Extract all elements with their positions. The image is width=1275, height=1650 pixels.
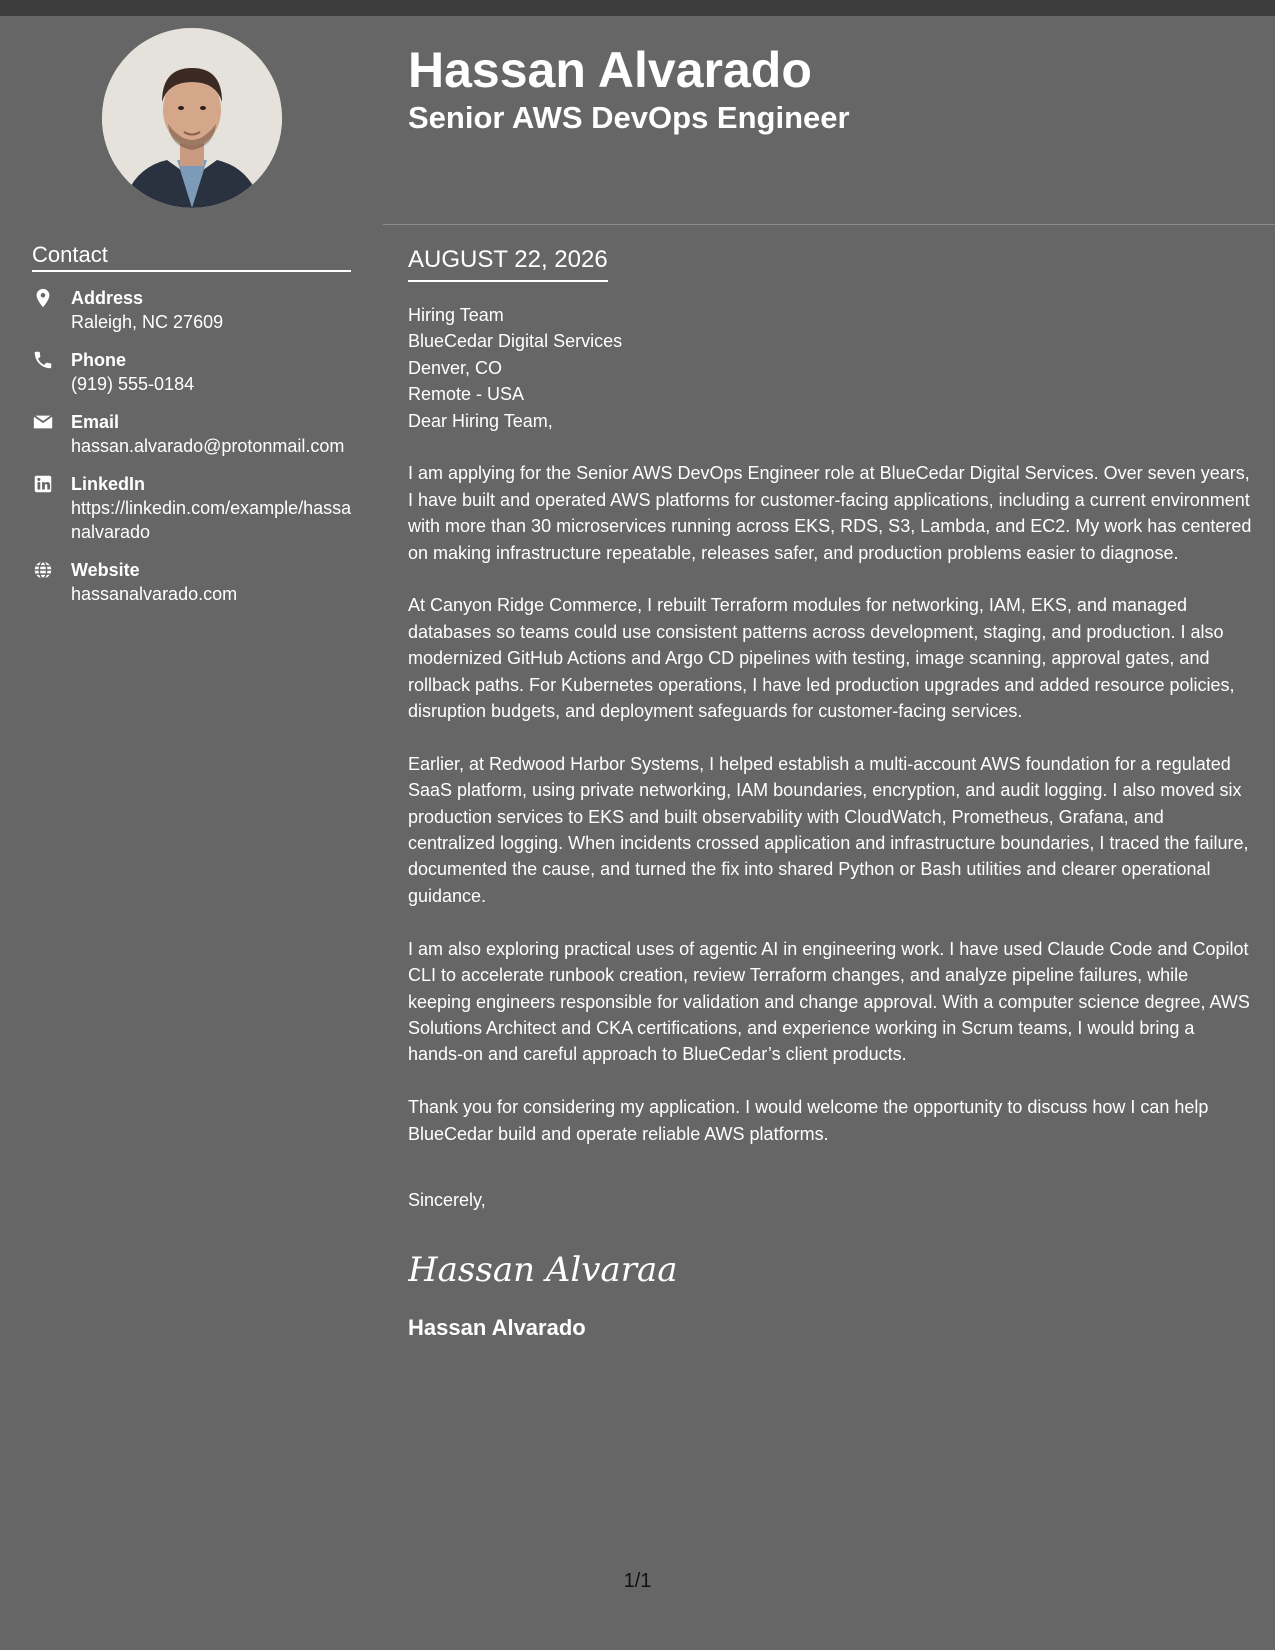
contact-label: Address xyxy=(71,288,144,308)
linkedin-value[interactable]: https://linkedin.com/example/hassanalvarado xyxy=(71,498,352,542)
contact-label: Email xyxy=(71,412,120,432)
contact-linkedin xyxy=(32,472,352,544)
location-pin-icon xyxy=(32,287,54,309)
signed-name: Hassan Alvarado xyxy=(408,1315,586,1341)
contact-address xyxy=(32,286,352,334)
body-paragraph: Earlier, at Redwood Harbor Systems, I helped establish a multi-account AWS foundation for a regulated SaaS platform, using private networking, IAM boundaries, encryption, and audit logging. I also moved six production services to EKS and built observability with CloudWatch, Prometheus, Grafana, and centralized logging. When incidents crossed application and infrastructure boundaries, I traced the failure, documented the cause, and turned the fix into shared Python or Bash utilities and clearer operational guidance. xyxy=(408,753,1249,906)
address-value: Raleigh, NC 27609 xyxy=(71,312,224,332)
letter-header xyxy=(408,40,1248,136)
body-paragraph: Thank you for considering my application. I would welcome the opportunity to discuss how I can help BlueCedar build and operate reliable AWS platforms. xyxy=(408,1097,1209,1144)
contact-label: LinkedIn xyxy=(71,474,146,494)
recipient-line: Hiring Team xyxy=(408,305,504,325)
contact-label: Website xyxy=(71,560,140,580)
recipient-line: Denver, CO xyxy=(408,357,503,378)
top-bar xyxy=(0,0,1275,16)
body-paragraph: At Canyon Ridge Commerce, I rebuilt Terraform modules for networking, IAM, EKS, and managed databases so teams could use consistent patterns across development, staging, and production. I also modernized GitHub Actions and Argo CD pipelines with testing, image scanning, approval gates, and rollback paths. For Kubernetes operations, I have led production upgrades and added resource policies, disruption budgets, and deployment safeguards for customer-facing services. xyxy=(408,595,1235,722)
body-paragraph: I am applying for the Senior AWS DevOps Engineer role at BlueCedar Digital Services. Over seven years, I have built and operated AWS platforms for customer-facing applications, including a current environment with more than 30 microservices running across EKS, RDS, S3, Lambda, and EC2. My work has centered on making infrastructure repeatable, releases safer, and production problems easier to diagnose. xyxy=(408,463,1252,563)
globe-icon xyxy=(32,559,54,581)
svg-text:Hassan Alvaraa: Hassan Alvaraa xyxy=(408,1250,678,1291)
contact-website xyxy=(32,558,352,606)
header-divider xyxy=(383,224,1275,225)
body-paragraph: I am also exploring practical uses of agentic AI in engineering work. I have used Claude Code and Copilot CLI to accelerate runbook creation, review Terraform changes, and analyze pipeline failures, while keeping engineers responsible for validation and change approval. With a computer science degree, AWS Solutions Architect and CKA certifications, and experience working in Scrum teams, I would bring a hands-on and careful approach to BlueCedar’s client products. xyxy=(408,938,1250,1065)
phone-icon xyxy=(32,349,54,371)
page-indicator: 1/1 xyxy=(623,1570,652,1592)
email-value[interactable]: hassan.alvarado@protonmail.com xyxy=(71,436,345,456)
contact-email xyxy=(32,410,352,458)
sidebar xyxy=(0,16,383,1650)
recipient-line: Remote - USA xyxy=(408,384,525,405)
website-value[interactable]: hassanalvarado.com xyxy=(71,584,238,604)
recipient-line: BlueCedar Digital Services xyxy=(408,331,623,352)
contact-heading: Contact xyxy=(32,242,351,272)
candidate-name: Hassan Alvarado xyxy=(408,42,812,98)
salutation: Dear Hiring Team, xyxy=(408,410,553,431)
email-icon xyxy=(32,411,54,433)
phone-value[interactable]: (919) 555-0184 xyxy=(71,374,195,394)
contact-label: Phone xyxy=(71,350,127,370)
letter-body xyxy=(408,302,1253,1342)
contact-phone xyxy=(32,348,352,396)
contact-list xyxy=(32,286,352,620)
candidate-title: Senior AWS DevOps Engineer xyxy=(408,100,850,135)
recipient-block xyxy=(408,302,1253,408)
linkedin-icon xyxy=(32,473,54,495)
closing: Sincerely, xyxy=(408,1189,486,1210)
signature xyxy=(408,1239,1253,1295)
letter-date: AUGUST 22, 2026 xyxy=(408,244,608,282)
profile-photo xyxy=(102,28,282,208)
